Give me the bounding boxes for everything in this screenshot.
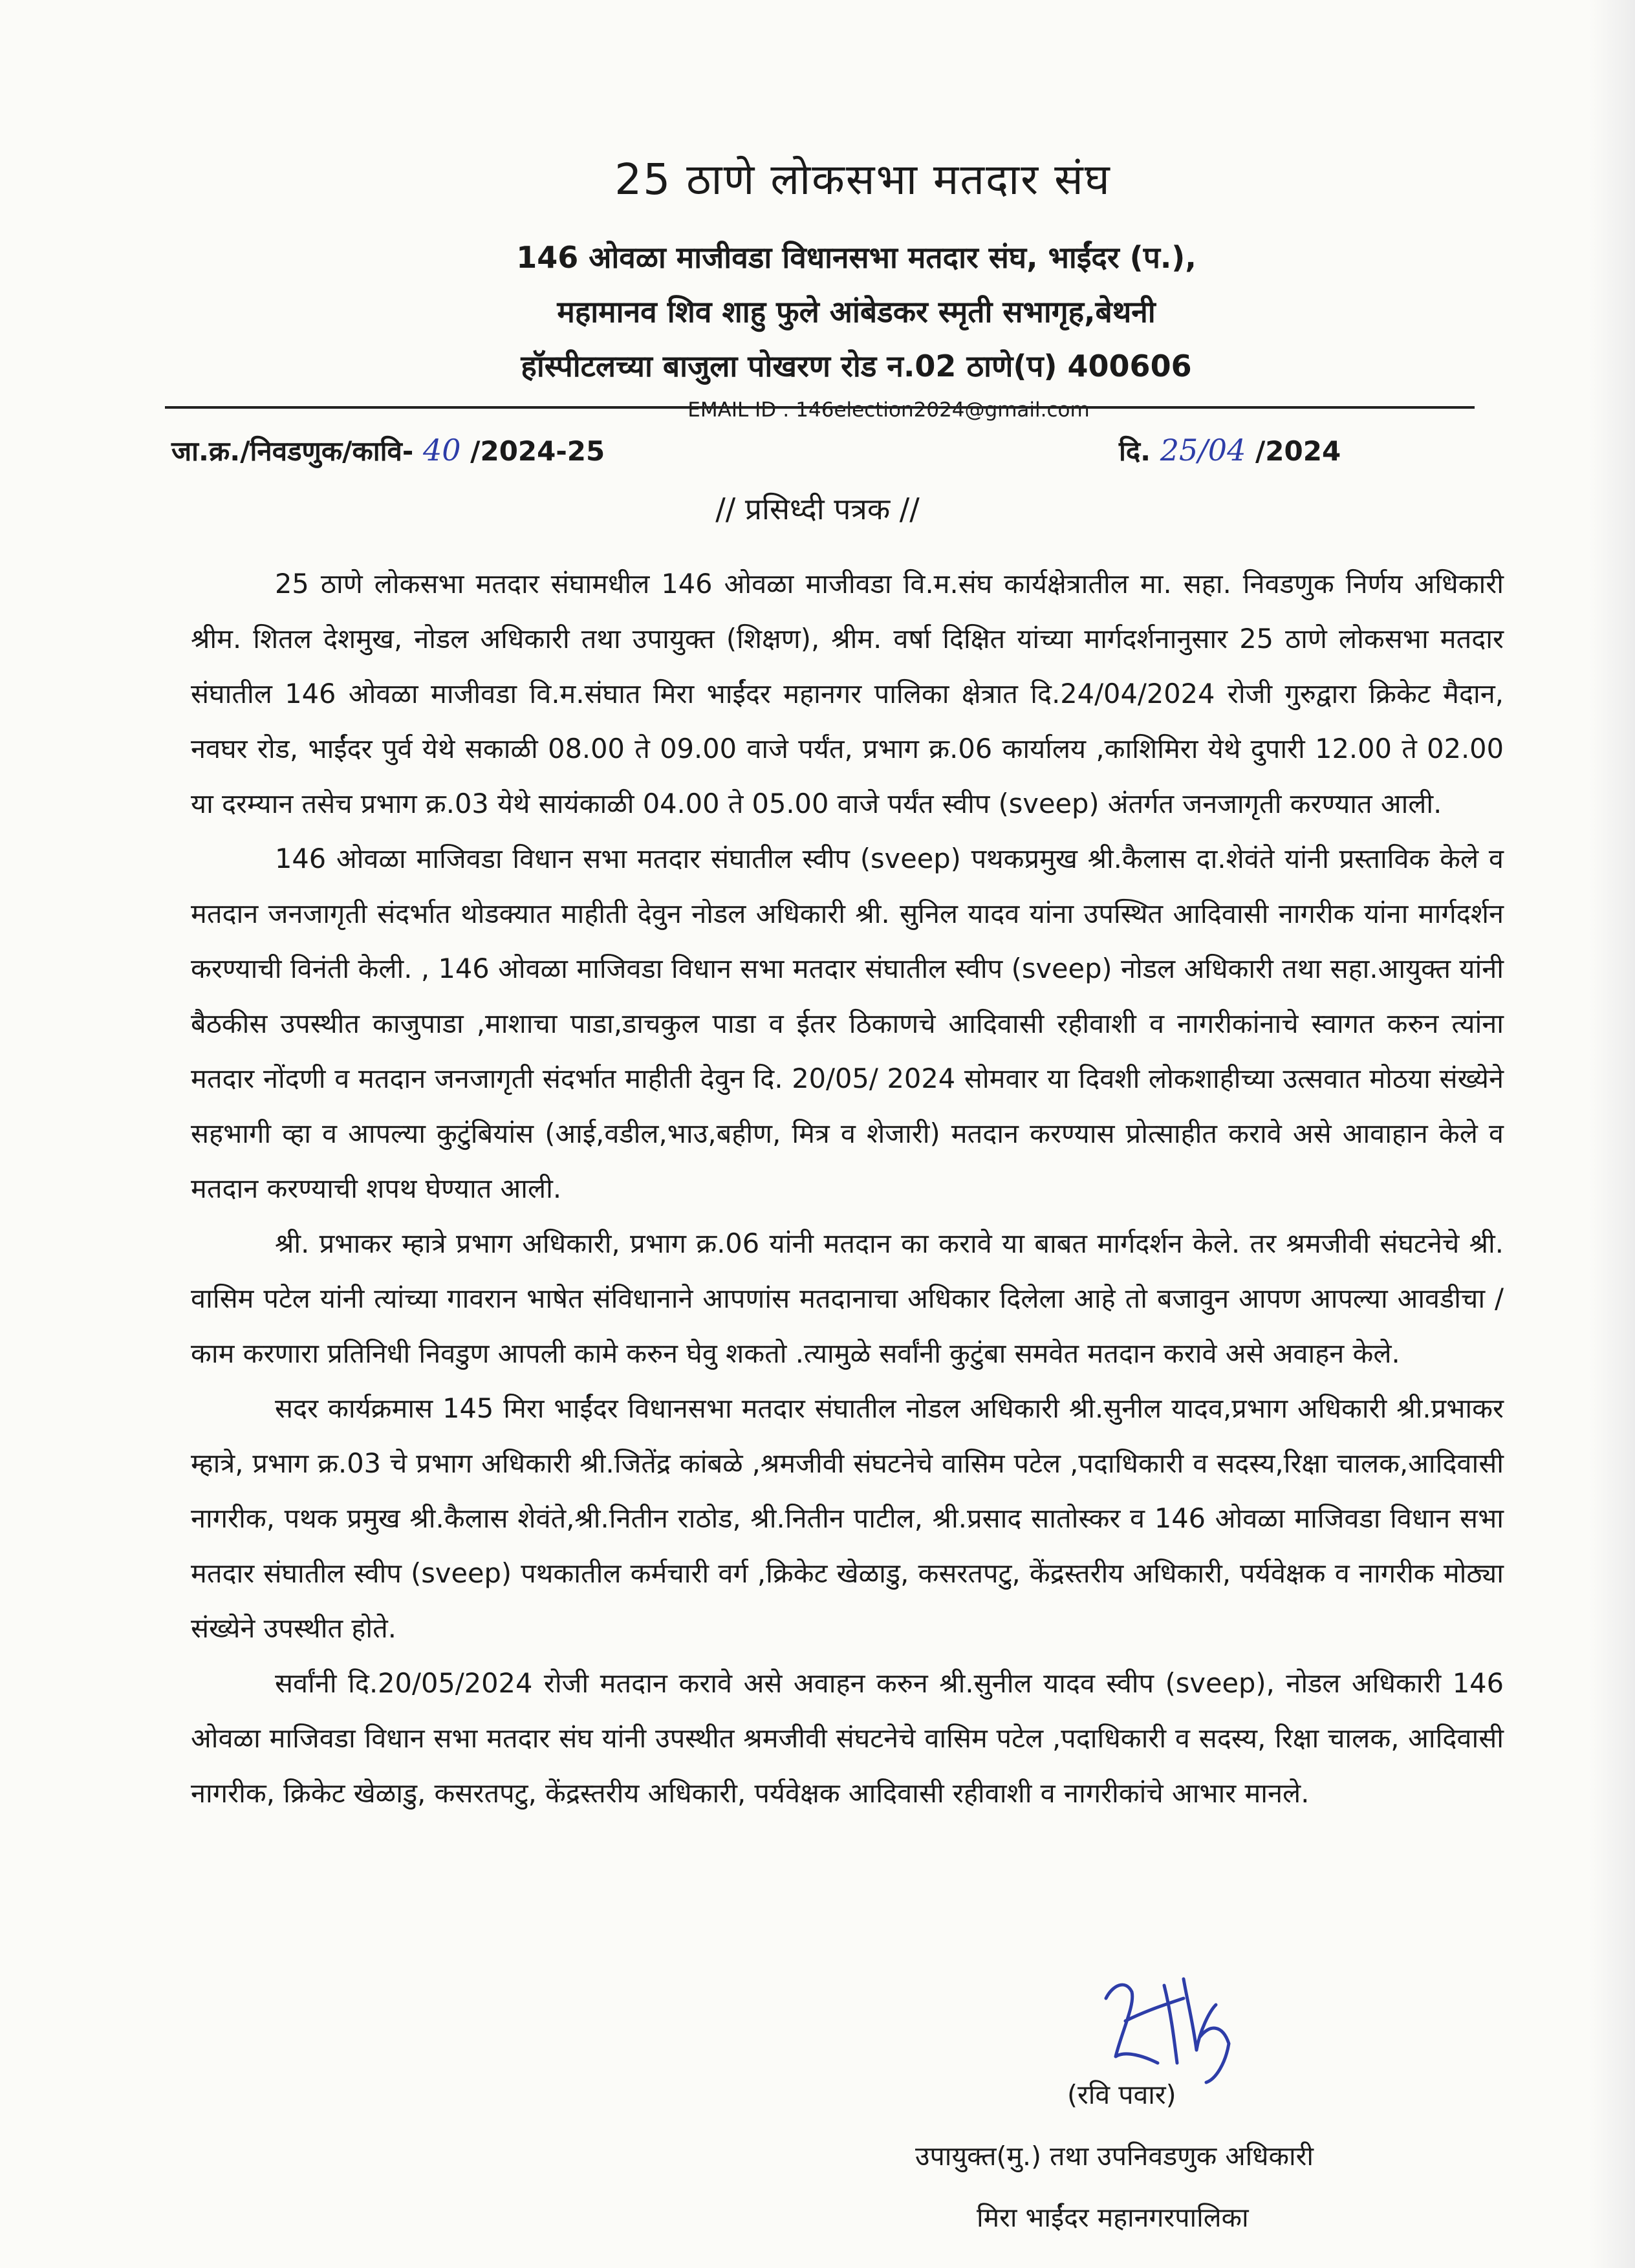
handwritten-signature (1087, 1960, 1255, 2089)
paragraph-1: 25 ठाणे लोकसभा मतदार संघामधील 146 ओवळा माजीवडा वि.म.संघ कार्यक्षेत्रातील मा. सहा. निवडणुक निर्णय अधिकारी श्रीम. शितल देशमुख, नोडल अधिकारी तथा उपायुक्त (शिक्षण), श्रीम. वर्षा दिक्षित यांच्या मार्गदर्शनानुसार 25 ठाणे लोकसभा मतदार संघातील 146 ओवळा माजीवडा वि.म.संघात मिरा भाईंदर महानगर पालिका क्षेत्रात दि.24/04/2024 रोजी गुरुद्वारा क्रिकेट मैदान, नवघर रोड, भाईंदर पुर्व येथे सकाळी 08.00 ते 09.00 वाजे पर्यंत, प्रभाग क्र.06 कार्यालय ,काशिमिरा येथे दुपारी 12.00 ते 02.00 या दरम्यान तसेच प्रभाग क्र.03 येथे सायंकाळी 04.00 ते 05.00 वाजे पर्यंत स्वीप (sveep) अंतर्गत जनजागृती करण्यात आली. (191, 568, 1504, 819)
signatory-organization: मिरा भाईंदर महानगरपालिका (977, 2202, 1249, 2233)
letterhead (0, 149, 1635, 422)
date-handwritten: 25/04 (1160, 433, 1246, 468)
reference-suffix: /2024-25 (470, 435, 605, 467)
press-release-body (191, 556, 1504, 1820)
document-subject: // प्रसिध्दी पत्रक // (715, 491, 920, 526)
letterhead-divider (165, 406, 1475, 409)
signatory-designation: उपायुक्त(मु.) तथा उपनिवडणुक अधिकारी (915, 2141, 1314, 2172)
letterhead-email: EMAIL ID : 146election2024@gmail.com (688, 398, 1090, 422)
reference-line (171, 432, 1465, 477)
reference-handwritten-number: 40 (422, 433, 461, 468)
paragraph-4: सदर कार्यक्रमास 145 मिरा भाईंदर विधानसभा मतदार संघातील नोडल अधिकारी श्री.सुनील यादव,प्रभाग अधिकारी श्री.प्रभाकर म्हात्रे, प्रभाग क्र.03 चे प्रभाग अधिकारी श्री.जितेंद्र कांबळे ,श्रमजीवी संघटनेचे वासिम पटेल ,पदाधिकारी व सदस्य,रिक्षा चालक,आदिवासी नागरीक, पथक प्रमुख श्री.कैलास शेवंते,श्री.नितीन राठोड, श्री.नितीन पाटील, श्री.प्रसाद सातोस्कर व 146 ओवळा माजिवडा विधान सभा मतदार संघातील स्वीप (sveep) पथकातील कर्मचारी वर्ग ,क्रिकेट खेळाडु, कसरतपटु, केंद्रस्तरीय अधिकारी, पर्यवेक्षक व नागरीक मोठ्या संख्येने उपस्थीत होते. (191, 1392, 1504, 1644)
address-line-1: 146 ओवळा माजीवडा विधानसभा मतदार संघ, भाईंदर (प.), (516, 240, 1196, 275)
paragraph-3: श्री. प्रभाकर म्हात्रे प्रभाग अधिकारी, प्रभाग क्र.06 यांनी मतदान का करावे या बाबत मार्गदर्शन केले. तर श्रमजीवी संघटनेचे श्री. वासिम पटेल यांनी त्यांच्या गावरान भाषेत संविधानाने आपणांस मतदानाचा अधिकार दिलेला आहे तो बजावुन आपण आपल्या आवडीचा /काम करणारा प्रतिनिधी निवडुण आपली कामे करुन घेवु शकतो .त्यामुळे सर्वांनी कुटुंबा समवेत मतदान करावे असे अवाहन केले. (191, 1227, 1504, 1369)
reference-number (171, 432, 605, 469)
letterhead-address (78, 230, 1635, 393)
reference-prefix: जा.क्र./निवडणुक/कावि- (171, 435, 414, 467)
paragraph-2: 146 ओवळा माजिवडा विधान सभा मतदार संघातील स्वीप (sveep) पथकप्रमुख श्री.कैलास दा.शेवंते यांनी प्रस्ताविक केले व मतदान जनजागृती संदर्भात थोडक्यात माहीती देवुन नोडल अधिकारी श्री. सुनिल यादव यांना उपस्थित आदिवासी नागरीक यांना मार्गदर्शन करण्याची विनंती केली. , 146 ओवळा माजिवडा विधान सभा मतदार संघातील स्वीप (sveep) नोडल अधिकारी तथा सहा.आयुक्त यांनी बैठकीस उपस्थीत काजुपाडा ,माशाचा पाडा,डाचकुल पाडा व ईतर ठिकाणचे आदिवासी रहीवाशी व नागरीकांनाचे स्वागत करुन त्यांना मतदार नोंदणी व मतदान जनजागृती संदर्भात माहीती देवुन दि. 20/05/ 2024 सोमवार या दिवशी लोकशाहीच्या उत्सवात मोठया संख्येने सहभागी व्हा व आपल्या कुटुंबियांस (आई,वडील,भाउ,बहीण, मित्र व शेजारी) मतदान करण्यास प्रोत्साहीत करावे असे आवाहान केले व मतदान करण्याची शपथ घेण्यात आली. (191, 843, 1504, 1204)
reference-date (1119, 432, 1341, 469)
paragraph-5: सर्वांनी दि.20/05/2024 रोजी मतदान करावे असे अवाहन करुन श्री.सुनील यादव स्वीप (sveep), नोडल अधिकारी 146 ओवळा माजिवडा विधान सभा मतदार संघ यांनी उपस्थीत श्रमजीवी संघटनेचे वासिम पटेल ,पदाधिकारी व सदस्य, रिक्षा चालक, आदिवासी नागरीक, क्रिकेट खेळाडु, कसरतपटु, केंद्रस्तरीय अधिकारी, पर्यवेक्षक आदिवासी रहीवाशी व नागरीकांचे आभार मानले. (191, 1667, 1504, 1809)
address-line-3: हॉस्पीटलच्या बाजुला पोखरण रोड न.02 ठाणे(प) 400606 (521, 349, 1192, 383)
date-prefix: दि. (1119, 435, 1151, 467)
letterhead-title: 25 ठाणे लोकसभा मतदार संघ (614, 155, 1111, 204)
date-suffix: /2024 (1255, 435, 1341, 467)
address-line-2: महामानव शिव शाहु फुले आंबेडकर स्मृती सभागृह,बेथनी (557, 294, 1156, 329)
signatory-name: (रवि पवार) (1067, 2079, 1176, 2110)
